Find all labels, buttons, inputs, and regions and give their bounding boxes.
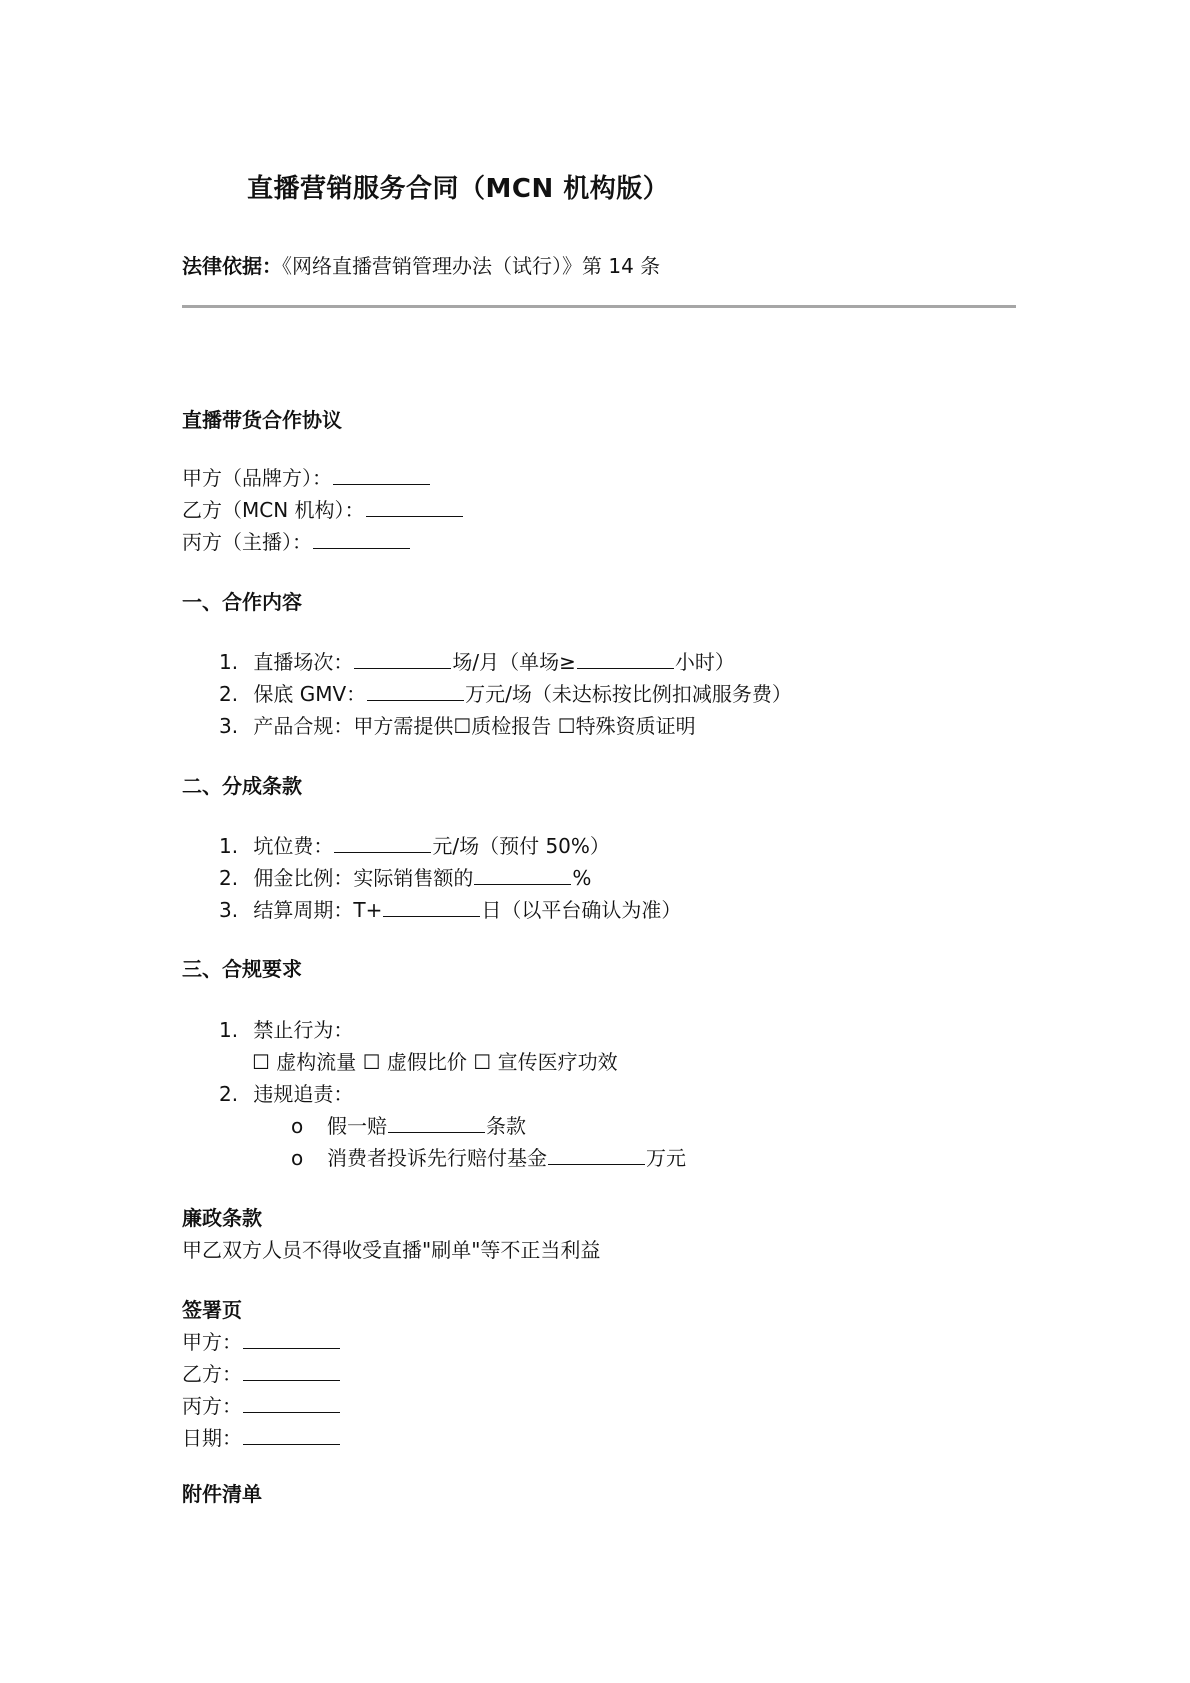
- signature-blank[interactable]: [243, 1328, 340, 1349]
- compensation-blank[interactable]: [388, 1112, 485, 1133]
- party-c-blank[interactable]: [313, 528, 410, 549]
- section1-item1: [219, 646, 735, 675]
- item-text: 佣金比例：实际销售额的: [253, 866, 474, 890]
- horizontal-divider: [182, 305, 1016, 308]
- section3-item1: [219, 1014, 353, 1043]
- commission-blank[interactable]: [474, 864, 571, 885]
- attachments-heading: 附件清单: [182, 1482, 262, 1506]
- signature-heading: 签署页: [182, 1298, 242, 1322]
- settlement-blank[interactable]: [383, 896, 480, 917]
- section1-item3: [219, 710, 696, 739]
- item-text: 元/场（预付 50%）: [432, 834, 610, 858]
- list-number: 1.: [219, 650, 239, 674]
- hours-blank[interactable]: [577, 648, 674, 669]
- field-label: 日期：: [182, 1426, 242, 1450]
- item-text: 产品合规：甲方需提供☐质检报告 ☐特殊资质证明: [253, 714, 696, 738]
- legal-basis: [182, 250, 660, 279]
- list-number: 1.: [219, 1018, 239, 1042]
- party-b-line: [182, 494, 464, 523]
- section2-item1: [219, 830, 610, 859]
- party-c-label: 丙方（主播）：: [182, 530, 312, 554]
- party-c-line: [182, 526, 411, 555]
- signature-blank[interactable]: [243, 1360, 340, 1381]
- party-b-blank[interactable]: [366, 496, 463, 517]
- item-text: 违规追责：: [253, 1082, 354, 1106]
- date-blank[interactable]: [243, 1424, 340, 1445]
- item-text: 万元: [646, 1146, 686, 1170]
- item-text: 假一赔: [327, 1114, 387, 1138]
- document-title: 直播营销服务合同（MCN 机构版）: [247, 174, 670, 204]
- gmv-blank[interactable]: [367, 680, 464, 701]
- field-label: 乙方：: [182, 1362, 242, 1386]
- signature-party-b: [182, 1358, 341, 1387]
- sessions-blank[interactable]: [354, 648, 451, 669]
- item-text: 场/月（单场≥: [452, 650, 576, 674]
- list-number: 3.: [219, 898, 239, 922]
- item-text: %: [572, 866, 592, 890]
- list-number: 2.: [219, 1082, 239, 1106]
- signature-party-c: [182, 1390, 341, 1419]
- item-text: 直播场次：: [253, 650, 354, 674]
- legal-basis-value: 《网络直播营销管理办法（试行）》第 14 条: [282, 254, 661, 278]
- sub-item-1: [291, 1110, 526, 1139]
- prohibited-options: ☐ 虚构流量 ☐ 虚假比价 ☐ 宣传医疗功效: [252, 1050, 618, 1074]
- section1-heading: 一、合作内容: [182, 590, 302, 614]
- sub-item-2: [291, 1142, 686, 1171]
- section3-item2: [219, 1078, 353, 1107]
- agreement-title: 直播带货合作协议: [182, 408, 342, 432]
- integrity-heading: 廉政条款: [182, 1206, 262, 1230]
- party-b-label: 乙方（MCN 机构）：: [182, 498, 365, 522]
- item-text: 万元/场（未达标按比例扣减服务费）: [465, 682, 792, 706]
- field-label: 甲方：: [182, 1330, 242, 1354]
- section3-heading: 三、合规要求: [182, 957, 302, 981]
- item-text: 消费者投诉先行赔付基金: [327, 1146, 547, 1170]
- list-number: 2.: [219, 866, 239, 890]
- party-a-blank[interactable]: [333, 464, 430, 485]
- signature-date: [182, 1422, 341, 1451]
- section2-heading: 二、分成条款: [182, 774, 302, 798]
- field-label: 丙方：: [182, 1394, 242, 1418]
- list-number: 1.: [219, 834, 239, 858]
- signature-party-a: [182, 1326, 341, 1355]
- bullet-icon: o: [291, 1114, 304, 1138]
- item-text: 日（以平台确认为准）: [481, 898, 682, 922]
- list-number: 2.: [219, 682, 239, 706]
- legal-basis-label: 法律依据：: [182, 254, 282, 278]
- item-text: 坑位费：: [253, 834, 334, 858]
- party-a-line: [182, 462, 431, 491]
- signature-blank[interactable]: [243, 1392, 340, 1413]
- party-a-label: 甲方（品牌方）：: [182, 466, 332, 490]
- bullet-icon: o: [291, 1146, 304, 1170]
- item-text: 小时）: [674, 650, 735, 674]
- list-number: 3.: [219, 714, 239, 738]
- item-text: 保底 GMV：: [253, 682, 367, 706]
- section2-item3: [219, 894, 681, 923]
- section2-item2: [219, 862, 591, 891]
- fund-blank[interactable]: [548, 1144, 645, 1165]
- slot-fee-blank[interactable]: [334, 832, 431, 853]
- integrity-text: 甲乙双方人员不得收受直播"刷单"等不正当利益: [182, 1238, 601, 1262]
- section1-item2: [219, 678, 792, 707]
- item-text: 条款: [486, 1114, 526, 1138]
- item-text: 禁止行为：: [253, 1018, 354, 1042]
- item-text: 结算周期：T+: [253, 898, 383, 922]
